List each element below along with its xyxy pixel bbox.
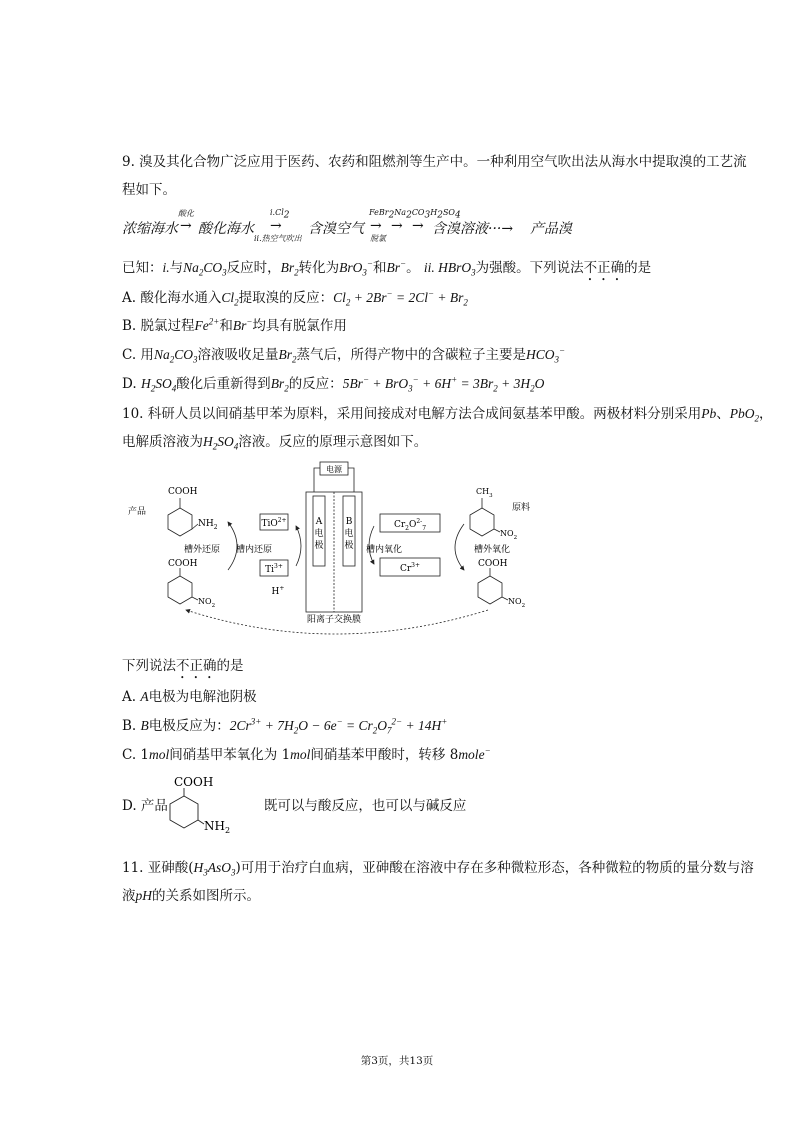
flow-node-bromine-air: 含溴空气 (308, 221, 364, 237)
inner-reduction-arrow (296, 526, 301, 566)
membrane-label: 阳离子交换膜 (306, 615, 362, 625)
power-label: 电源 (326, 465, 342, 474)
svg-text:NO2: $NO_2$ (500, 529, 518, 541)
svg-text:NO2: $NO_2$ (198, 597, 216, 609)
ti-label: $Ti^{3+}$ (265, 563, 283, 575)
q9-option-b[interactable]: B. 脱氯过程$Fe^{2+}$和Br−均具有脱氯作用 (122, 316, 347, 334)
inner-oxidation-label: 槽内氧化 (365, 545, 403, 555)
q11-stem-line1: 11. 亚砷酸$(H_3AsO_3)$可用于治疗白血病，亚砷酸在溶液中存在多种微粒形态，各种微粒的物质的量分数与溶 (122, 860, 754, 878)
electrode-b-label: B (345, 517, 353, 527)
q10-sub-stem: 下列说法不正确的是 (122, 658, 244, 674)
flow-arrow3b: → (391, 218, 403, 234)
intermediate-nitrobenzoic-acid-left (168, 559, 215, 609)
q9-known: 已知：i.与$Na_2CO_3$反应时，$Br_2$转化为BrO$_3$−和Br−。 ii. HBrO$_3$为强酸。下列说法不正确的是 (122, 258, 652, 278)
flow-arrow2: → (270, 218, 282, 234)
svg-text:NH2: $NH_2$ (198, 519, 218, 531)
svg-text:COOH: COOH (168, 487, 198, 497)
q10-option-b[interactable]: B. B电极反应为：$2Cr^{3+} + 7H_2O - 6e^- = Cr_2O_7^{2-} + 14H^+$ (122, 716, 448, 736)
raw-molecule-nitrotoluene (470, 487, 517, 541)
flow-node-bromine-solution: 含溴溶液···→ (432, 221, 514, 237)
dichromate-label: $Cr_2O^{2-}_7$ (393, 518, 427, 532)
inner-reduction-label: 槽内还原 (235, 545, 273, 555)
flow-arrow3c: → (412, 218, 424, 234)
svg-text:电: 电 (344, 529, 354, 539)
flow-arrow1: → (180, 218, 192, 234)
svg-text:极: 极 (344, 541, 354, 551)
product-label: 产品 (128, 507, 147, 517)
flow-arrow2-label-top: i.Cl (270, 208, 284, 217)
svg-text:电: 电 (314, 529, 324, 539)
q9-option-d[interactable]: D. $H_2SO_4$酸化后重新得到$Br_2$的反应：$5Br^- + BrO_3^- + 6H^+ = 3Br_2 + 3H_2O$ (122, 374, 545, 394)
flow-node-product-bromine: 产品溴 (530, 221, 572, 237)
tio-label: TiO$^{2+}$ (261, 517, 287, 529)
q9-stem-line1: 9. 溴及其化合物广泛应用于医药、农药和阻燃剂等生产中。一种利用空气吹出法从海水中提取溴的工艺流 (122, 154, 747, 170)
intermediate-nitrobenzoic-acid-right (478, 559, 525, 609)
q10-option-d[interactable]: D. 产品 既可以与酸反应，也可以与碱反应 (122, 798, 467, 814)
q10-option-a[interactable]: A. A电极为电解池阴极 (122, 689, 257, 705)
flow-arrow3-label-bottom: 脱氯 (370, 234, 386, 243)
flow-arrow3-label-top: FeBr (369, 208, 389, 217)
outer-oxidation-arrow (455, 524, 464, 570)
raw-material-label: 原料 (512, 503, 531, 513)
page-footer: 第3页，共13页 (360, 1055, 434, 1067)
outer-reduction-label: 槽外还原 (183, 545, 221, 555)
flow-arrow2-label-bottom: ii.热空气吹出 (254, 234, 302, 243)
svg-text:COOH: COOH (168, 559, 198, 569)
flow-arrow1-label: 酸化 (178, 209, 194, 218)
q9-stem-line2: 程如下。 (122, 182, 176, 198)
flow-arrow3a: → (370, 218, 382, 234)
q9-process-flow: 浓缩海水 酸化 → 酸化海水 $i.Cl_2$ → ii.热空气吹出 含溴空气 $FeBr_2Na_2CO_3H_2SO_4$ → → → 脱氯 含溴溶液···→ 产品溴 (122, 208, 572, 243)
svg-text:COOH: COOH (478, 559, 508, 569)
outer-oxidation-label: 槽外氧化 (473, 545, 511, 555)
q10-stem-line1: 10. 科研人员以间硝基甲苯为原料，采用间接成对电解方法合成间氨基苯甲酸。两极材料分别采用Pb、PbO$_2$， (122, 406, 773, 424)
svg-text:极: 极 (314, 541, 324, 551)
electrode-a-label: A (315, 517, 323, 527)
flow-node-concentrated-seawater: 浓缩海水 (122, 221, 178, 237)
q10-option-c[interactable]: C. 1mol间硝基甲苯氧化为 1mol间硝基苯甲酸时，转移 8mole− (122, 745, 491, 763)
svg-text:NH2: $NH_2$ (204, 819, 231, 835)
svg-text:NO2: $NO_2$ (508, 597, 526, 609)
chromium-label: $Cr^{3+}$ (399, 562, 421, 574)
svg-text:COOH: COOH (174, 776, 214, 789)
q10-stem-line2: 电解质溶液为$H_2SO_4$溶液。反应的原理示意图如下。 (122, 434, 428, 452)
q11-stem-line2: 液pH的关系如图所示。 (122, 888, 260, 904)
product-molecule-aminobenzoic-acid (168, 487, 218, 536)
hplus-label: H+ (271, 585, 285, 597)
option-d-molecule-aminobenzoic-acid (160, 776, 244, 836)
svg-text:CH3: $CH_3$ (476, 487, 493, 499)
flow-node-acidified-seawater: 酸化海水 (198, 221, 254, 237)
q9-option-a[interactable]: A. 酸化海水通入$Cl_2$提取溴的反应：$Cl_2 + 2Br^- = 2Cl^- + Br_2$ (122, 288, 468, 308)
q9-option-c[interactable]: C. 用$Na_2CO_3$溶液吸收足量$Br_2$蒸气后，所得产物中的含碳粒子主要是$HCO_3^-$ (122, 345, 566, 365)
electrolysis-diagram (120, 458, 540, 638)
